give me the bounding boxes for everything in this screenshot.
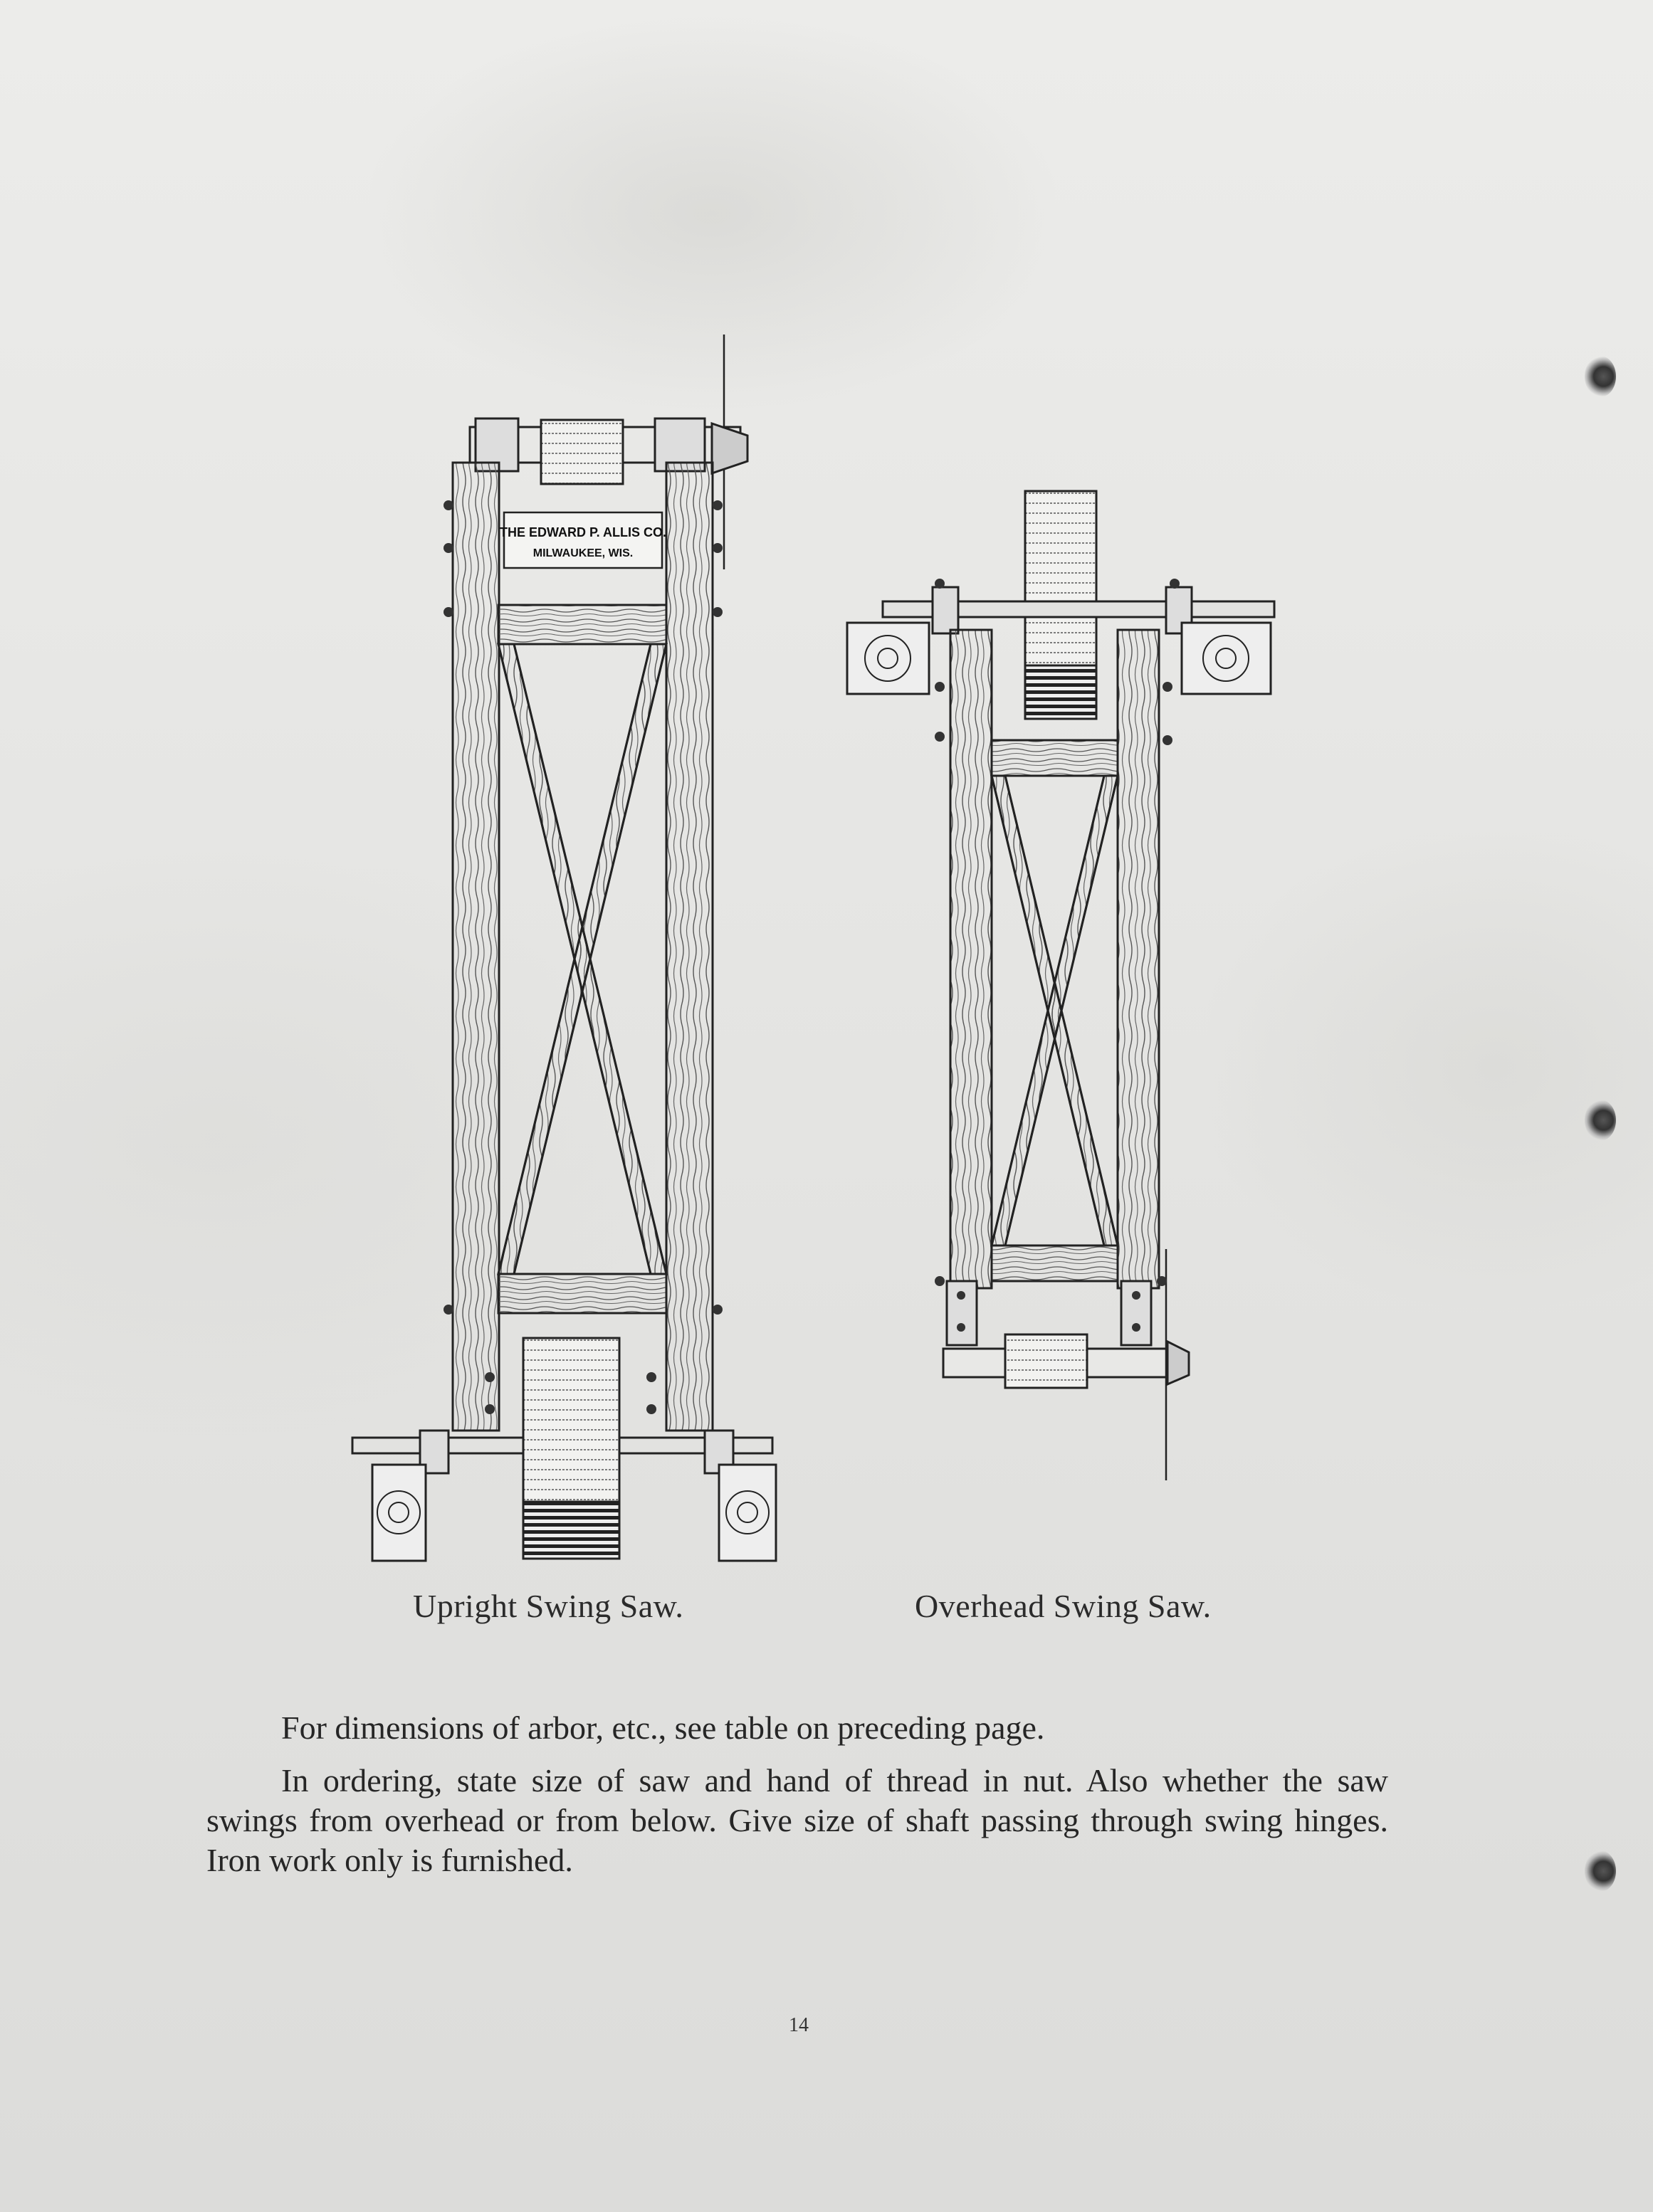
upright-swing-saw-drawing: [352, 335, 776, 1561]
plate-text-line1: THE EDWARD P. ALLIS CO.: [499, 525, 667, 539]
page-number: 14: [789, 2014, 809, 2036]
paragraph-ordering: In ordering, state size of saw and hand of thread in nut. Also whether the saw swings from overhead or from below. Give size of shaft passing through swing hinges. Iron work only is furnished.: [206, 1762, 1388, 1878]
upright-swing-saw-caption: Upright Swing Saw.: [413, 1588, 684, 1624]
body-text: [206, 1708, 1388, 1893]
binding-hole-bottom: [1585, 1850, 1616, 1892]
overhead-swing-saw-drawing: [847, 491, 1274, 1480]
plate-text-line2: MILWAUKEE, WIS.: [532, 547, 634, 559]
paragraph-dimensions: For dimensions of arbor, etc., see table on preceding page.: [281, 1710, 1045, 1746]
overhead-swing-saw-caption: Overhead Swing Saw.: [915, 1588, 1212, 1624]
